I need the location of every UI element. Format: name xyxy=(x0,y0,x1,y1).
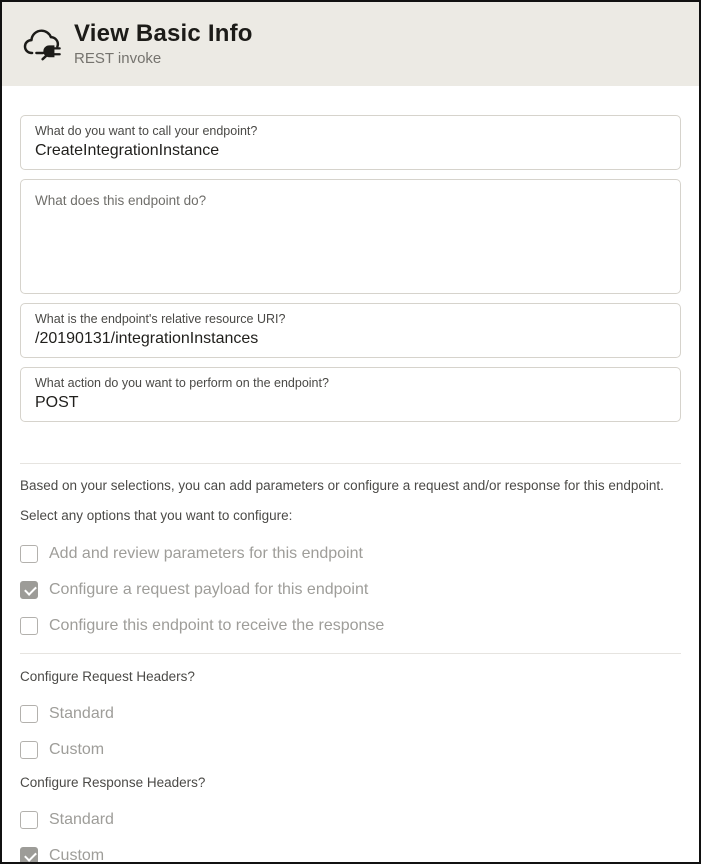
endpoint-name-label: What do you want to call your endpoint? xyxy=(35,124,258,138)
checkbox-response-standard-label: Standard xyxy=(49,811,114,828)
options-checkbox-group xyxy=(20,545,681,635)
checkbox-add-parameters[interactable] xyxy=(20,545,38,563)
endpoint-action-field[interactable] xyxy=(20,367,681,422)
checkbox-configure-request-label: Configure a request payload for this endpoint xyxy=(49,581,369,598)
checkbox-configure-response[interactable] xyxy=(20,617,38,635)
endpoint-action-label: What action do you want to perform on the endpoint? xyxy=(35,376,329,390)
checkbox-row-configure-response xyxy=(20,617,681,635)
checkbox-request-custom[interactable] xyxy=(20,741,38,759)
options-intro-text: Based on your selections, you can add parameters or configure a request and/or response for this endpoint. xyxy=(20,478,664,493)
checkbox-response-standard[interactable] xyxy=(20,811,38,829)
divider xyxy=(20,653,681,654)
checkbox-configure-request[interactable] xyxy=(20,581,38,599)
request-headers-label: Configure Request Headers? xyxy=(20,669,195,684)
rest-adapter-cloud-plug-icon xyxy=(22,24,66,64)
endpoint-uri-label: What is the endpoint's relative resource URI? xyxy=(35,312,286,326)
checkbox-response-custom[interactable] xyxy=(20,847,38,864)
checkbox-request-standard-label: Standard xyxy=(49,705,114,722)
endpoint-action-value: POST xyxy=(35,394,79,411)
response-headers-group xyxy=(20,811,681,864)
panel-body xyxy=(2,86,699,864)
endpoint-name-value: CreateIntegrationInstance xyxy=(35,142,220,159)
endpoint-uri-value: /20190131/integrationInstances xyxy=(35,330,259,347)
checkbox-row-response-standard xyxy=(20,811,681,829)
checkbox-row-configure-request xyxy=(20,581,681,599)
response-headers-label: Configure Response Headers? xyxy=(20,775,206,790)
page-title: View Basic Info xyxy=(74,20,253,47)
divider xyxy=(20,463,681,464)
checkbox-request-custom-label: Custom xyxy=(49,741,105,758)
endpoint-name-field[interactable] xyxy=(20,115,681,170)
checkbox-request-standard[interactable] xyxy=(20,705,38,723)
request-headers-group xyxy=(20,705,681,759)
endpoint-description-placeholder: What does this endpoint do? xyxy=(35,193,207,208)
checkbox-configure-response-label: Configure this endpoint to receive the response xyxy=(49,617,385,634)
checkbox-add-parameters-label: Add and review parameters for this endpoint xyxy=(49,545,363,562)
endpoint-uri-field[interactable] xyxy=(20,303,681,358)
checkbox-row-add-parameters xyxy=(20,545,681,563)
options-prompt-text: Select any options that you want to configure: xyxy=(20,508,293,523)
checkbox-row-request-standard xyxy=(20,705,681,723)
endpoint-description-field[interactable] xyxy=(20,179,681,294)
checkbox-response-custom-label: Custom xyxy=(49,847,105,864)
checkbox-row-request-custom xyxy=(20,741,681,759)
page-subtitle: REST invoke xyxy=(74,50,162,67)
checkbox-row-response-custom xyxy=(20,847,681,864)
panel-header xyxy=(2,2,699,86)
